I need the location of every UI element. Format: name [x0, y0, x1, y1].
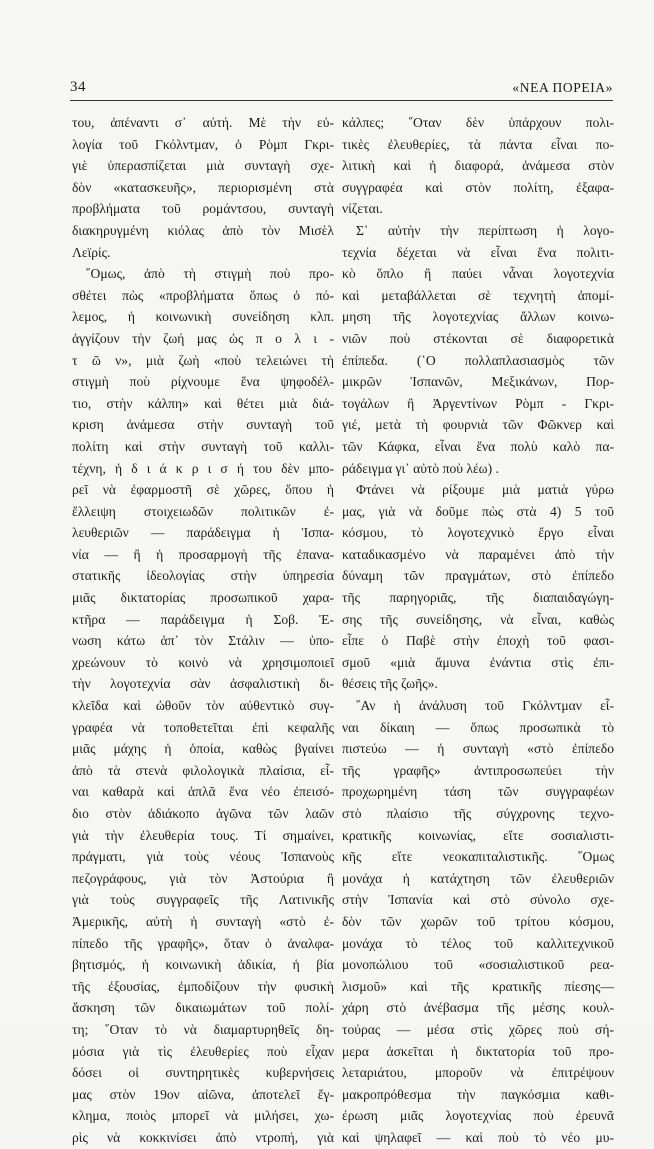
text-line: τεχνία δέχεται νὰ εἶναι ἕνα πολιτι- — [342, 244, 614, 260]
text-line: τῆς παρηγοριᾶς, τῆς διαπαιδαγώγη- — [342, 590, 614, 606]
text-line: τέχνη, ἡ δ ι ά κ ρ ι σ ή του δὲν μπο- — [72, 460, 334, 476]
page-number: 34 — [70, 79, 86, 95]
text-line: ἀγγίζουν τὴν ζωή μας ὡς π ο λ ι - — [72, 330, 334, 346]
text-line: πράγματι, γιὰ τοὺς νέους Ἱσπανοὺς — [72, 849, 334, 865]
text-line: γιέ, μετὰ τὴ φουρνιὰ τῶν Φῶκνερ καὶ — [342, 417, 614, 433]
text-line: σης τῆς συνείδησης, νὰ εἶναι, καθὼς — [342, 611, 614, 627]
text-line: κὸ ὅπλο ἢ παύει νἆναι λογοτεχνία — [342, 266, 614, 282]
text-line: μηση τῆς λογοτεχνίας ἄλλων κοινω- — [342, 309, 614, 325]
text-line: κόσμου, τὸ λογοτεχνικὸ ἔργο εἶναι — [342, 525, 614, 541]
text-line: κτῆρα — παράδειγμα ἡ Σοβ. Ἑ- — [72, 611, 334, 627]
text-line: γραφέα νὰ τοποθετεῖται ἐπὶ κεφαλῆς — [72, 719, 334, 735]
text-line: μονάχα ἡ κατάχτηση τῶν ἐλευθεριῶν — [342, 870, 614, 886]
text-line: καταδικασμένο νὰ παραμένει ἀπὸ τὴν — [342, 546, 614, 562]
text-line: μας, γιὰ νὰ δοῦμε πὼς στὰ 4) 5 τοῦ — [342, 503, 614, 519]
text-line: δύναμη τῶν πραγμάτων, στὸ ἐπίπεδο — [342, 568, 614, 584]
page-header — [70, 79, 613, 101]
text-line: ναι καθαρὰ καὶ ἁπλᾶ ἕνα νέο ἐπεισό- — [72, 784, 334, 800]
text-line: εἶπε ὁ Παβὲ στὴν ἐποχὴ τοῦ φασι- — [342, 633, 614, 649]
text-line: στατικῆς ἰδεολογίας στὴν ὑπηρεσία — [72, 568, 334, 584]
running-title: «ΝΕΑ ΠΟΡΕΙΑ» — [512, 80, 613, 95]
text-line: τούρας — μέσα στὶς χῶρες ποὺ σή- — [342, 1021, 614, 1037]
text-line: διο στὸν ἀδιάκοπο ἀγῶνα τῶν λαῶν — [72, 806, 334, 821]
text-line: χρεώνουν τὸ κοινὸ νὰ χρησιμοποιεῖ — [72, 654, 334, 670]
text-line: νία — ἢ ἡ προσαρμογὴ τῆς ἐπανα- — [72, 546, 334, 562]
text-line: τ ῶ ν», μιὰ ζωὴ «ποὺ τελειώνει τὴ — [72, 352, 334, 368]
text-line: δόσει οἱ συντηρητικὲς κυβερνήσεις — [72, 1065, 334, 1081]
text-line: πολίτη καὶ στὴν συνταγὴ τοῦ καλλι- — [72, 438, 334, 454]
text-line: συγγραφέα καὶ στὸν πολίτη, ἐξαφα- — [342, 179, 614, 195]
text-line: πεζογράφους, γιὰ τὸν Ἀστούρια ἢ — [72, 870, 334, 886]
text-line: ἐπίπεδα. (῾Ο πολλαπλασιασμὸς τῶν — [342, 352, 614, 368]
text-line: βητισμός, ἡ κοινωνικὴ ἀδικία, ἡ βία — [72, 957, 334, 973]
text-line: του, ἀπέναντι σ᾽ αὐτή. Μὲ τὴν εὐ- — [72, 115, 334, 130]
text-line: στὸ πλαίσιο τῆς σύγχρονης τεχνο- — [342, 806, 614, 821]
text-line: λευθεριῶν — παράδειγμα ἡ Ἱσπα- — [72, 525, 334, 541]
text-line: πίπεδο τῆς γραφῆς», ὅταν ὁ ἀναλφα- — [72, 935, 334, 951]
text-line: τῆς ἐξουσίας, ἐμποδίζουν τὴν φυσικὴ — [72, 978, 334, 994]
text-line: νιῶν ποὺ στέκονται σὲ διαφορετικὰ — [342, 330, 614, 346]
text-line: δὸν «κατασκευῆς», περιορισμένη στὰ — [72, 179, 334, 195]
text-line: μικρῶν Ἱσπανῶν, Μεξικάνων, Πορ- — [342, 374, 614, 390]
text-line: τη; ῞Οταν τὸ νὰ διαμαρτυρηθεῖς δη- — [72, 1021, 334, 1037]
text-line: λεμος, ἡ κοινωνικὴ συνείδηση κλπ. — [72, 309, 334, 325]
text-line: Ἀμερικῆς, αὐτὴ ἡ συνταγὴ «στὸ ἐ- — [72, 913, 334, 929]
header-rule — [70, 100, 613, 101]
text-line: χάρη στὸ ἀνέβασμα τῆς μέσης κουλ- — [342, 1000, 614, 1016]
text-line: θέσεις τῆς ζωῆς». — [342, 676, 438, 692]
text-line: κριση ἀνάμεσα στὴν συνταγὴ τοῦ — [72, 417, 334, 433]
text-line: γιὰ τὴν ἐλευθερία τους. Τί σημαίνει, — [72, 827, 334, 843]
text-line: μιᾶς μάχης ἡ ὁποία, καθὼς βγαίνει — [72, 741, 334, 757]
text-line: μερα ἀσκεῖται ἡ δικτατορία τοῦ προ- — [342, 1043, 614, 1059]
text-line: τιο, στὴν κάλπη» καὶ θέτει μιὰ διά- — [72, 395, 334, 411]
text-line: μας στὸν 19ον αἰῶνα, ἀποτελεῖ ἔγ- — [72, 1086, 334, 1102]
text-line: τογάλων ἢ Ἀργεντίνων Ρὸμπ - Γκρι- — [342, 395, 614, 411]
text-line: Σ᾽ αὐτὴν τὴν περίπτωση ἡ λογο- — [356, 222, 614, 238]
text-column-right — [342, 112, 614, 1149]
text-line: καὶ ψηλαφεῖ — καὶ ποὺ τὸ νέο μυ- — [342, 1129, 614, 1145]
text-line: ἔλλειψη στοιχειωδῶν πολιτικῶν ἐ- — [72, 503, 334, 519]
text-line: γιὲ ὑπερασπίζεται μιὰ συνταγὴ σχε- — [72, 158, 334, 174]
text-line: κρατικῆς κοινωνίας, εἴτε σοσιαλιστι- — [342, 827, 614, 843]
text-line: κλημα, ποιὸς μπορεῖ νὰ μιλήσει, χω- — [72, 1108, 334, 1124]
text-line: τῶν Κάφκα, εἶναι ἕνα πολὺ καλὸ πα- — [342, 438, 614, 454]
text-line: έρωση μιᾶς λογοτεχνίας ποὺ ἐρευνᾶ — [342, 1108, 614, 1124]
text-line: τὴν λογοτεχνία σὰν ἀσφαλιστικὴ δι- — [72, 676, 334, 692]
text-line: μιᾶς δικτατορίας προσωπικοῦ χαρα- — [72, 590, 334, 606]
text-line: μακροπρόθεσμα τὴν παγκόσμια καθι- — [342, 1086, 614, 1102]
text-line: νίζεται. — [342, 201, 383, 217]
text-line: τῆς γραφῆς» ἀντιπροσωπεύει τὴν — [342, 762, 614, 778]
text-line: ἄσκηση τῶν δικαιωμάτων τοῦ πολί- — [72, 1000, 334, 1016]
text-line: διακηρυγμένη κιόλας ἀπὸ τὸν Μισὲλ — [72, 222, 334, 238]
text-line: ἀπὸ τὰ στενὰ φιλολογικὰ πλαίσια, εἶ- — [72, 762, 334, 778]
text-line: λισμοῦ» καὶ τῆς κρατικῆς πίεσης— — [342, 978, 614, 994]
text-line: μονοπώλιου τοῦ «σοσιαλιστικοῦ ρεα- — [342, 957, 614, 973]
text-line: κῆς εἴτε νεοκαπιταλιστικῆς. ῞Ομως — [342, 849, 614, 865]
text-line: ρὶς νὰ κοκκινίσει ἀπὸ ντροπή, γιὰ — [72, 1129, 334, 1145]
text-line: ναι δίκαιη — ὅπως προσωπικὰ τὸ — [342, 719, 614, 735]
text-line: λογία τοῦ Γκόλντμαν, ὁ Ρὸμπ Γκρι- — [72, 136, 334, 152]
text-line: στιγμὴ ποὺ ρίχνουμε ἕνα ψηφοδέλ- — [72, 374, 334, 390]
text-line: Λεϊρίς. — [72, 244, 111, 260]
text-line: σμοῦ «μιὰ ἄμυνα ἐνάντια στὶς ἐπι- — [342, 654, 614, 670]
text-line: ῞Ομως, ἀπὸ τὴ στιγμὴ ποὺ προ- — [86, 266, 334, 282]
text-line: λεταριάτου, μποροῦν νὰ ἐπιτρέψουν — [342, 1065, 614, 1081]
text-line: κλεῖδα καὶ ὠθοῦν τὸν αὐθεντικὸ συγ- — [72, 698, 334, 714]
text-line: γιὰ τοὺς συγγραφεῖς τῆς Λατινικῆς — [72, 892, 334, 908]
text-line: προχωρημένη τάση τῶν συγγραφέων — [342, 784, 614, 800]
text-column-left — [72, 112, 334, 1149]
text-line: ρεῖ νὰ ἐφαρμοστῆ σὲ χῶρες, ὅπου ἡ — [72, 482, 334, 498]
text-line: πιστεύω — ἡ συνταγὴ «στὸ ἐπίπεδο — [342, 741, 614, 757]
text-line: ράδειγμα γι᾽ αὐτὸ ποὺ λέω) . — [342, 460, 499, 476]
text-line: καὶ μεταβάλλεται σὲ τεχνητὴ ἀπομί- — [342, 287, 614, 303]
text-line: δὸν τῶν χωρῶν τοῦ τρίτου κόσμου, — [342, 913, 614, 929]
text-line: προβλήματα τοῦ ρομάντσου, συνταγὴ — [72, 201, 334, 217]
text-line: ῎Αν ἡ ἀνάλυση τοῦ Γκόλντμαν εἶ- — [356, 698, 614, 714]
text-line: σθέτει πὼς «προβλήματα ὅπως ὁ πό- — [72, 287, 334, 303]
text-line: Φτάνει νὰ ρίξουμε μιὰ ματιὰ γύρω — [356, 482, 614, 498]
text-line: νωση κάτω ἀπ᾽ τὸν Στάλιν — ὑπο- — [72, 633, 334, 649]
text-line: στὴν Ἱσπανία καὶ στὸ σύνολο σχε- — [342, 892, 614, 908]
text-line: μόσια γιὰ τὶς ἐλευθερίες ποὺ εἶχαν — [72, 1043, 334, 1059]
text-line: τικὲς ἐλευθερίες, τὰ πάντα εἶναι πο- — [342, 136, 614, 152]
text-line: μονάχα τὸ τέλος τοῦ καλλιτεχνικοῦ — [342, 935, 614, 951]
text-line: κάλπες; ῞Οταν δὲν ὑπάρχουν πολι- — [342, 115, 614, 130]
text-line: λιτικὴ καὶ ἡ διαφορά, ἀνάμεσα στὸν — [342, 158, 614, 174]
